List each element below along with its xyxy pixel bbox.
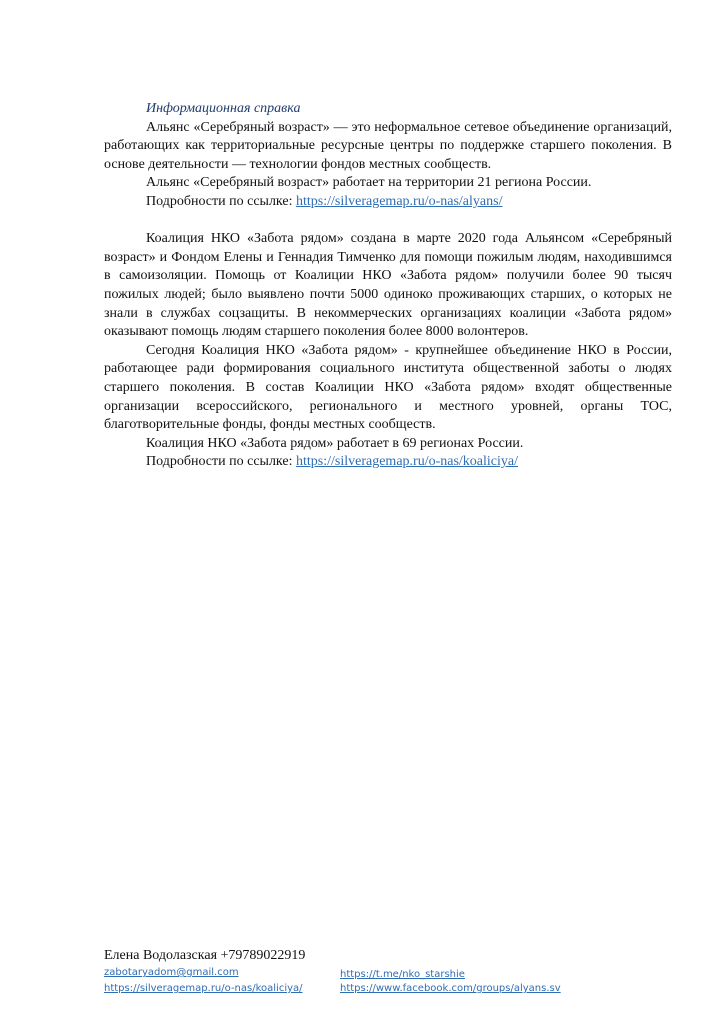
details-label: Подробности по ссылке: xyxy=(146,454,293,470)
details-label: Подробности по ссылке: xyxy=(146,193,293,209)
contact-name-phone: Елена Водолазская +79789022919 xyxy=(104,948,306,963)
document-body xyxy=(104,100,672,472)
paragraph-alliance-intro: Альянс «Серебряный возраст» — это неформальное сетевое объединение организаций, работающих как территориальные ресурсные центры по поддержке старшего поколения. В основе деятельности — технологии фондов местных сообществ. xyxy=(104,119,672,172)
coalition-link[interactable]: https://silveragemap.ru/o-nas/koaliciya/ xyxy=(296,454,518,470)
document-heading: Информационная справка xyxy=(146,101,301,116)
footer xyxy=(104,947,684,1007)
telegram-link[interactable]: https://t.me/nko_starshie xyxy=(340,969,465,980)
site-link[interactable]: https://silveragemap.ru/o-nas/koaliciya/ xyxy=(104,983,303,994)
paragraph-alliance-regions: Альянс «Серебряный возраст» работает на территории 21 региона России. xyxy=(146,175,592,191)
paragraph-coalition-regions: Коалиция НКО «Забота рядом» работает в 69 регионах России. xyxy=(146,435,524,451)
paragraph-coalition-intro: Коалиция НКО «Забота рядом» создана в марте 2020 года Альянсом «Серебряный возраст» и Фондом Елены и Геннадия Тимченко для помощи пожилым людям, находившимся в самоизоляции. Помощь от Коалиции НКО «Забота рядом» получили более 90 тысяч пожилых людей; было выявлено почти 5000 одиноко проживающих старших, о которых не знали в службах соцзащиты. В некоммерческих организациях коалиции «Забота рядом» оказывают помощь людям старшего поколения более 8000 волонтеров. xyxy=(104,231,672,340)
footer-links xyxy=(104,967,684,1007)
paragraph-gap xyxy=(104,212,672,231)
paragraph-coalition-today: Сегодня Коалиция НКО «Забота рядом» - крупнейшее объединение НКО в России, работающее ради формирования социального института общественной заботы о людях старшего поколения. В состав Коалиции НКО «Забота рядом» входят общественные организации всероссийского, регионального и местного уровней, органы ТОС, благотворительные фонды, фонды местных сообществ. xyxy=(104,342,672,433)
email-link[interactable]: zabotaryadom@gmail.com xyxy=(104,967,239,978)
facebook-link[interactable]: https://www.facebook.com/groups/alyans.sv xyxy=(340,983,561,994)
details-line-alliance xyxy=(104,193,672,212)
details-line-coalition xyxy=(104,453,672,472)
alliance-link[interactable]: https://silveragemap.ru/o-nas/alyans/ xyxy=(296,193,503,209)
